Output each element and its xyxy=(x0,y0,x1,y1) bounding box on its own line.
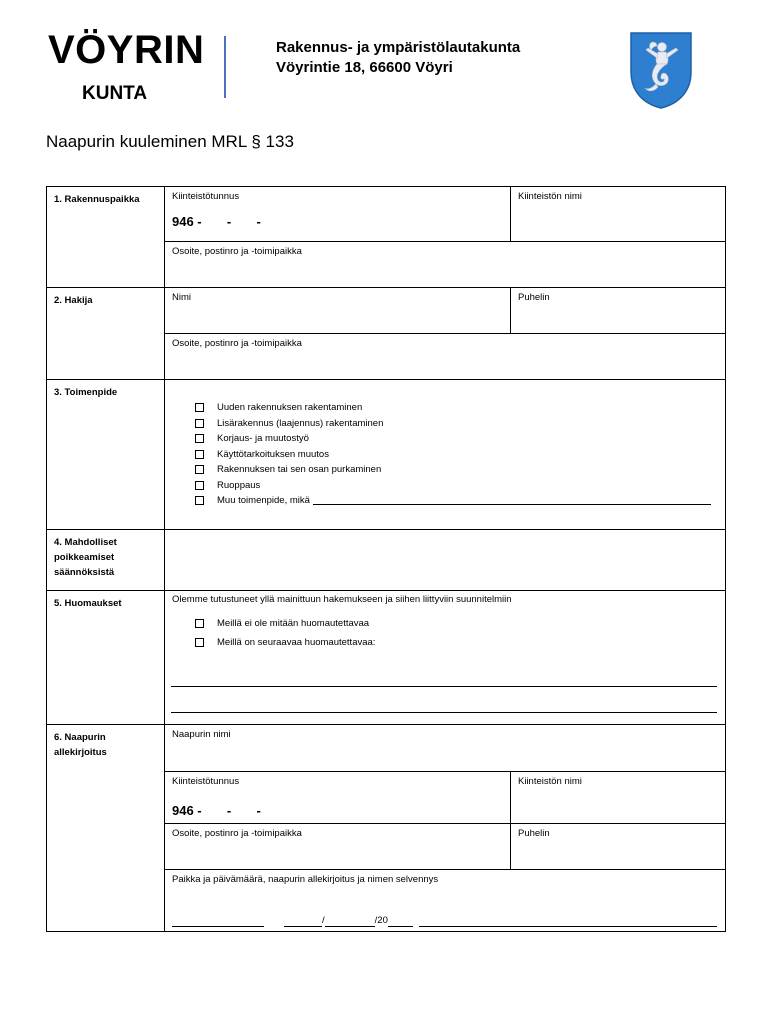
checkbox[interactable] xyxy=(195,434,204,443)
option-change-of-use[interactable]: Käyttötarkoituksen muutos xyxy=(195,447,725,463)
neighbour-address-field[interactable] xyxy=(165,824,510,869)
document-title: Naapurin kuuleminen MRL § 133 xyxy=(46,132,294,151)
field-label: Osoite, postinro ja -toimipaikka xyxy=(172,338,302,349)
property-id-field[interactable] xyxy=(165,187,510,241)
property-id-value: 946 - - - xyxy=(172,803,261,818)
section-remarks xyxy=(47,590,725,724)
day-line[interactable] xyxy=(284,917,322,927)
neighbour-property-name-field[interactable] xyxy=(510,772,725,823)
checkbox[interactable] xyxy=(195,403,204,412)
neighbour-phone-field[interactable] xyxy=(510,824,725,869)
checkbox[interactable] xyxy=(195,496,204,505)
field-label: Paikka ja päivämäärä, naapurin allekirjoitus ja nimen selvennys xyxy=(172,874,439,885)
section-label: 2. Hakija xyxy=(47,288,165,379)
option-no-remarks[interactable]: Meillä ei ole mitään huomautettavaa xyxy=(195,614,725,633)
neighbour-name-field[interactable] xyxy=(165,725,725,771)
option-extension[interactable]: Lisärakennus (laajennus) rakentaminen xyxy=(195,416,725,432)
option-demolition[interactable]: Rakennuksen tai sen osan purkaminen xyxy=(195,462,725,478)
field-label: Puhelin xyxy=(518,828,550,839)
address-field[interactable] xyxy=(165,242,725,287)
remarks-line[interactable] xyxy=(171,712,717,713)
section-label: 1. Rakennuspaikka xyxy=(47,187,165,287)
section-label: 4. Mahdolliset poikkeamiset säännöksistä xyxy=(47,530,165,590)
field-label: Naapurin nimi xyxy=(172,729,231,740)
checkbox[interactable] xyxy=(195,638,204,647)
field-label: Osoite, postinro ja -toimipaikka xyxy=(172,246,302,257)
option-other[interactable]: Muu toimenpide, mikä xyxy=(195,493,725,509)
section-neighbour-signature xyxy=(47,724,725,931)
office-name: Rakennus- ja ympäristölautakunta xyxy=(276,39,521,56)
applicant-name-field[interactable] xyxy=(165,288,510,333)
checkbox[interactable] xyxy=(195,419,204,428)
option-new-building[interactable]: Uuden rakennuksen rakentaminen xyxy=(195,400,725,416)
municipality-name: VÖYRIN xyxy=(48,28,205,72)
checkbox[interactable] xyxy=(195,450,204,459)
checkbox[interactable] xyxy=(195,465,204,474)
deviations-field[interactable] xyxy=(165,530,725,590)
other-measure-line[interactable] xyxy=(313,496,711,505)
applicant-address-field[interactable] xyxy=(165,334,725,379)
coat-of-arms-mermaid-icon xyxy=(628,30,694,110)
hearing-form xyxy=(46,186,726,932)
neighbour-property-id-field[interactable] xyxy=(165,772,510,823)
section-building-site xyxy=(47,187,725,287)
field-label: Kiinteistötunnus xyxy=(172,191,240,202)
office-block xyxy=(276,38,520,78)
office-address: Vöyrintie 18, 66600 Vöyri xyxy=(276,59,453,76)
place-line[interactable] xyxy=(172,917,264,927)
remarks-intro: Olemme tutustuneet yllä mainittuun hakemukseen ja siihen liittyviin suunnitelmiin xyxy=(172,594,512,605)
property-id-value: 946 - - - xyxy=(172,214,261,229)
field-label: Puhelin xyxy=(518,292,550,303)
remarks-line[interactable] xyxy=(171,686,717,687)
option-renovation[interactable]: Korjaus- ja muutostyö xyxy=(195,431,725,447)
field-label: Osoite, postinro ja -toimipaikka xyxy=(172,828,302,839)
field-label: Kiinteistötunnus xyxy=(172,776,240,787)
signature-line: / /20 xyxy=(172,915,717,927)
option-dredging[interactable]: Ruoppaus xyxy=(195,478,725,494)
property-name-field[interactable] xyxy=(510,187,725,241)
field-label: Kiinteistön nimi xyxy=(518,776,582,787)
section-label: 3. Toimenpide xyxy=(47,380,165,529)
checkbox[interactable] xyxy=(195,481,204,490)
month-line[interactable] xyxy=(325,917,375,927)
section-label: 5. Huomaukset xyxy=(47,591,165,724)
signature-field[interactable] xyxy=(165,870,725,931)
section-measure xyxy=(47,379,725,529)
municipality-subtitle: KUNTA xyxy=(82,83,148,104)
section-deviations xyxy=(47,529,725,590)
section-label: 6. Naapurin allekirjoitus xyxy=(47,725,165,931)
applicant-phone-field[interactable] xyxy=(510,288,725,333)
header-divider xyxy=(224,36,226,98)
option-has-remarks[interactable]: Meillä on seuraavaa huomautettavaa: xyxy=(195,633,725,652)
signature-name-line[interactable] xyxy=(419,917,717,927)
year-line[interactable] xyxy=(388,917,413,927)
section-applicant xyxy=(47,287,725,379)
field-label: Nimi xyxy=(172,292,191,303)
checkbox[interactable] xyxy=(195,619,204,628)
field-label: Kiinteistön nimi xyxy=(518,191,582,202)
